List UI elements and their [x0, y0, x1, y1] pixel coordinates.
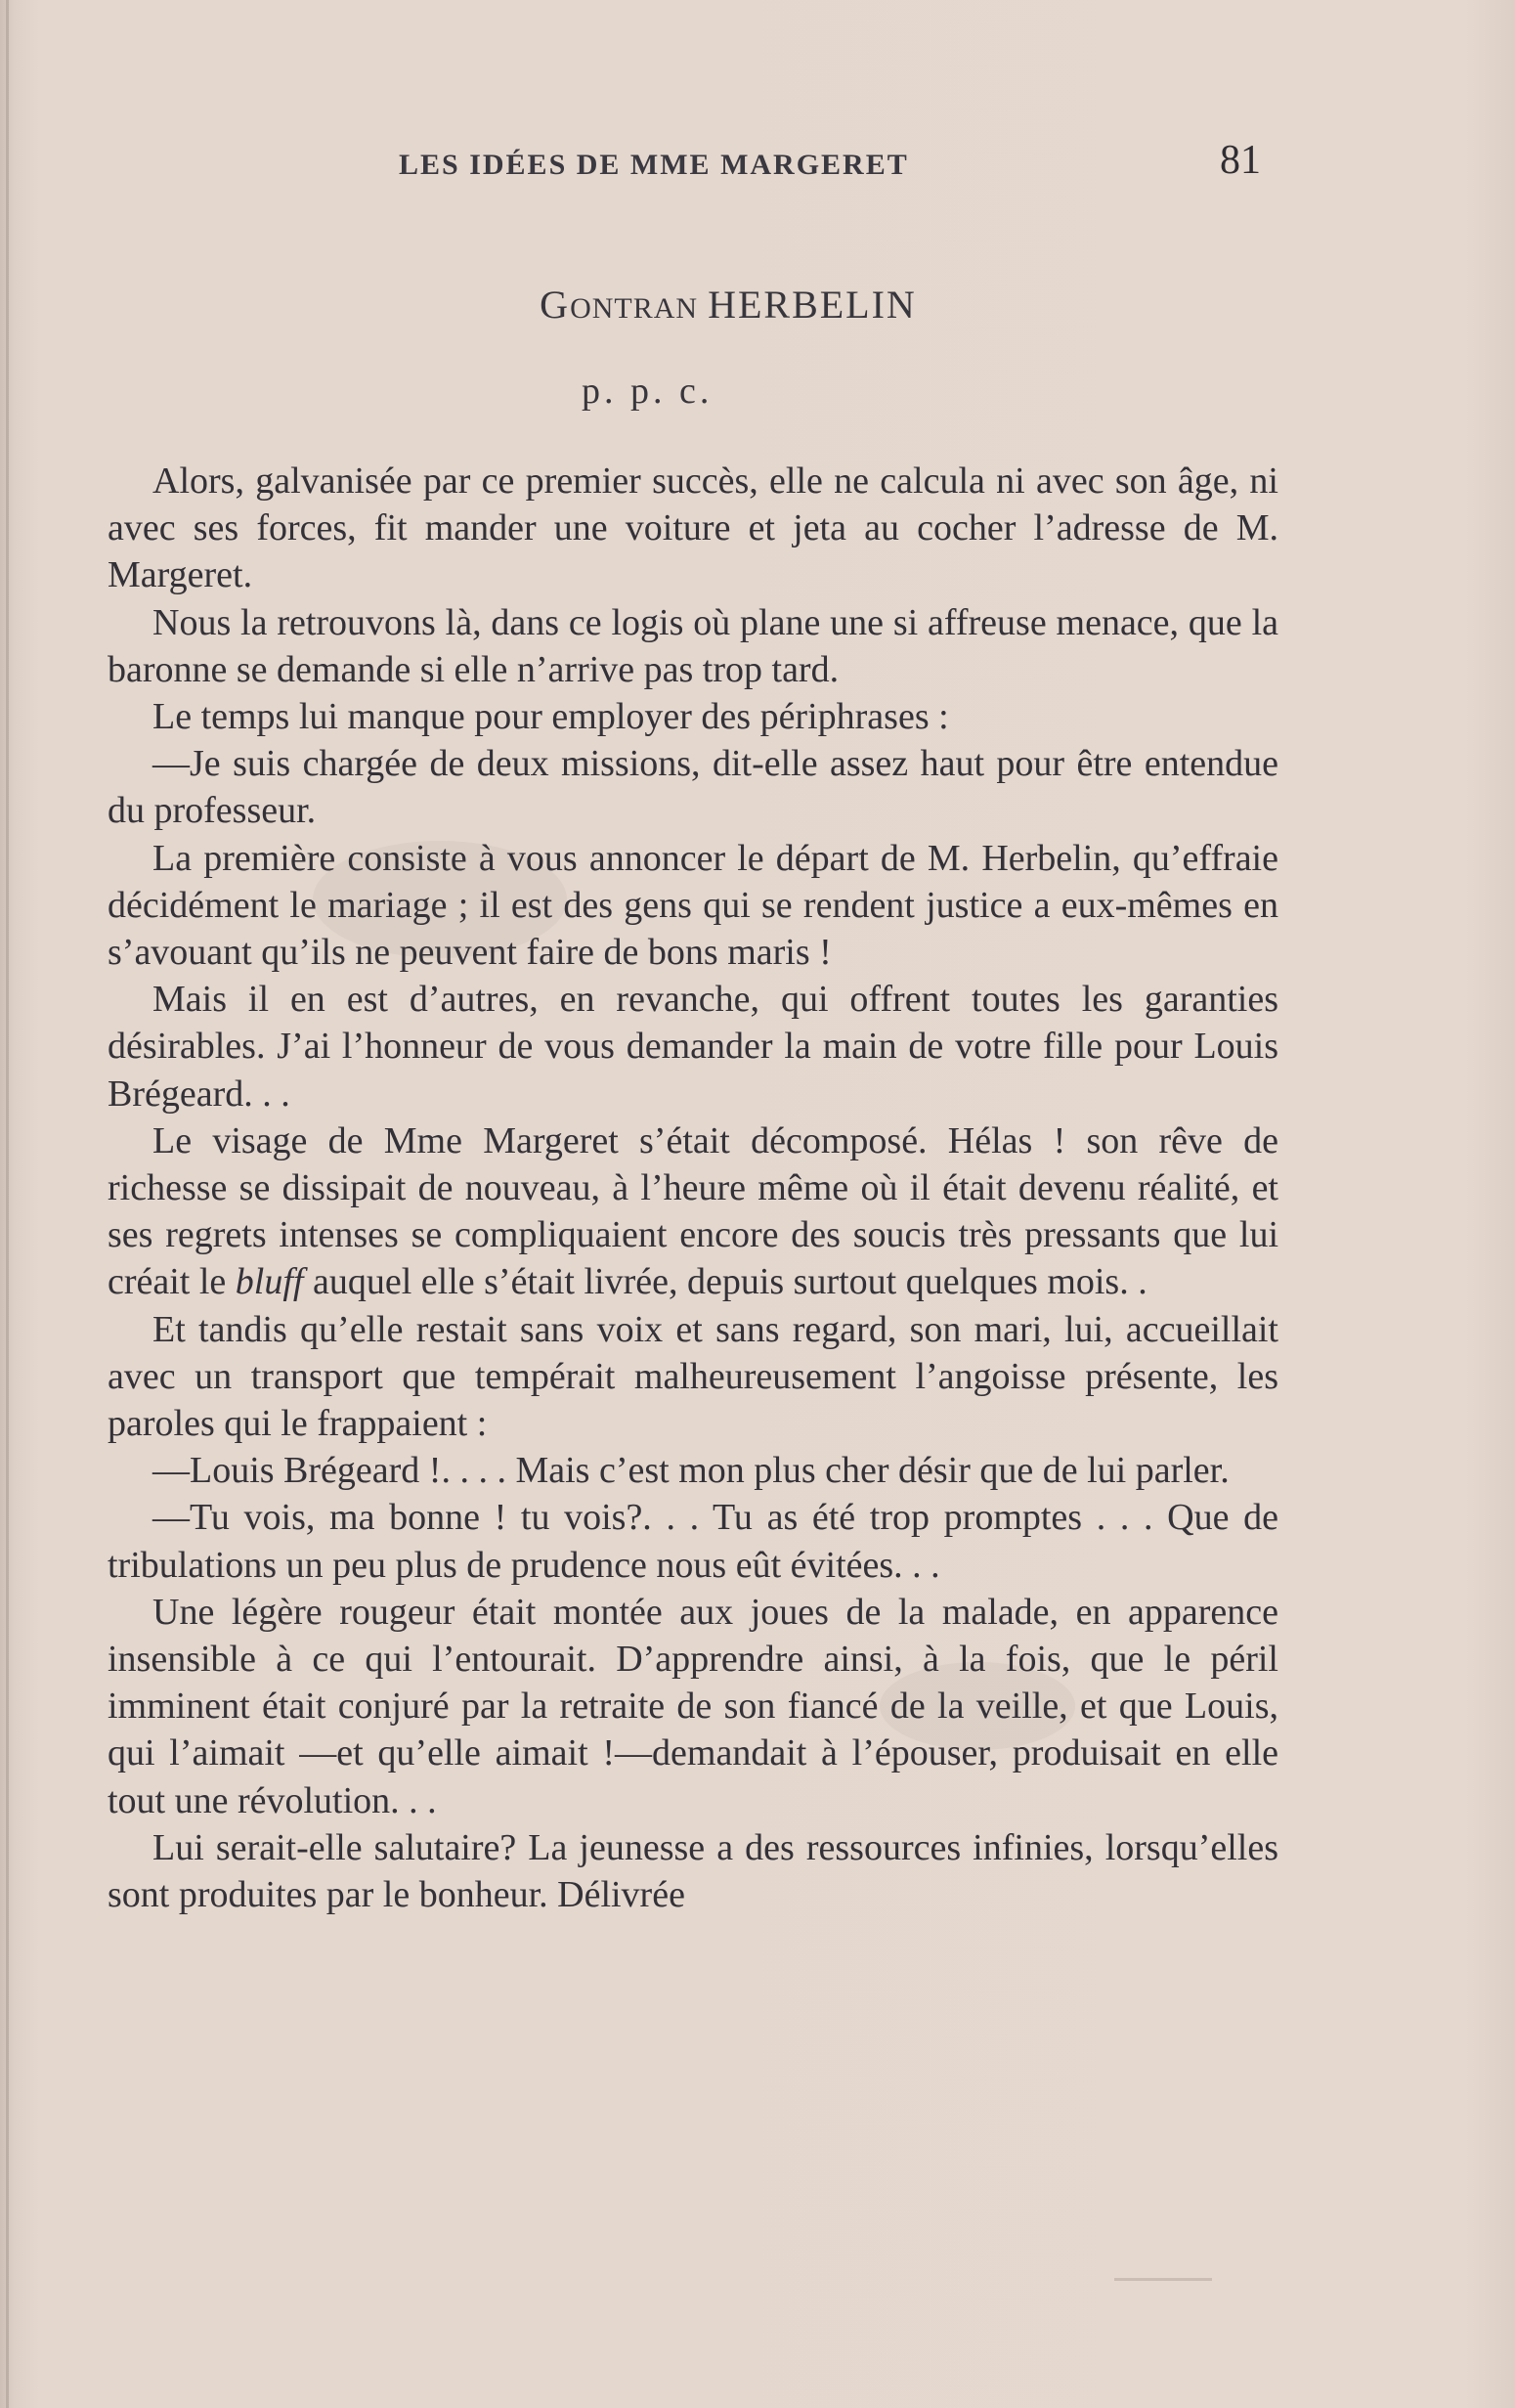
paragraph: —Louis Brégeard !. . . . Mais c’est mon plus cher désir que de lui parler.: [152, 1450, 1230, 1492]
paragraph-part: auquel elle s’était livrée, depuis surtout quelques mois. .: [312, 1261, 1147, 1303]
paragraph: Le temps lui manque pour employer des périphrases :: [152, 696, 949, 738]
page-edge-shadow: [6, 0, 9, 2408]
paragraph: Lui serait-elle salutaire? La jeunesse a des ressources infinies, lorsqu’elles sont produites par le bonheur. Délivrée: [108, 1826, 1278, 1916]
name-first-initial: G: [540, 283, 571, 327]
page-mark: [1114, 2278, 1212, 2281]
paragraph: —Tu vois, ma bonne ! tu vois?. . . Tu as été trop promptes . . . Que de tribulations un peu plus de prudence nous eût évitées. . .: [108, 1497, 1278, 1586]
running-title: LES IDÉES DE MME MARGERET: [399, 149, 909, 181]
paragraph: Mais il en est d’autres, en revanche, qui offrent toutes les garanties désirables. J’ai l’honneur de vous demander la main de votre fille pour Louis Brégeard. . .: [108, 979, 1278, 1115]
body-text: [108, 458, 1278, 1918]
paragraph-with-italic: [108, 1117, 1278, 1306]
visiting-card-ppc: p. p. c.: [582, 371, 714, 412]
paragraph: Et tandis qu’elle restait sans voix et sans regard, son mari, lui, accueillait avec un transport que tempérait malheureusement l’angoisse présente, les paroles qui le frappaient :: [108, 1308, 1278, 1445]
name-last: HERBELIN: [708, 283, 917, 327]
page-number: 81: [1220, 138, 1261, 183]
paragraph: La première consiste à vous annoncer le départ de M. Herbelin, qu’effraie décidément le mariage ; il est des gens qui se rendent justice a eux-mêmes en s’avouant qu’ils ne peuvent faire de bons maris !: [108, 837, 1278, 974]
paragraph: Nous la retrouvons là, dans ce logis où plane une si affreuse menace, que la baronne se demande si elle n’arrive pas trop tard.: [108, 601, 1278, 690]
paragraph-part: Le visage de Mme Margeret s’était décomposé. Hélas ! son rêve de richesse se dissipait de nouveau, à l’heure même où il était devenu réalité, et ses regrets intenses se compliquaient encore des soucis très pressants que lui créait le: [108, 1119, 1278, 1303]
paragraph: —Je suis chargée de deux missions, dit-elle assez haut pour être entendue du professeur.: [108, 743, 1278, 832]
paragraph: Une légère rougeur était montée aux joues de la malade, en apparence insensible à ce qui l’entourait. D’apprendre ainsi, à la fois, que le péril imminent était conjuré par la retraite de son fiancé de la veille, et que Louis, qui l’aimait —et qu’elle aimait !—demandait à l’épouser, produisait en elle tout une révolution. . .: [108, 1591, 1278, 1821]
paragraph: Alors, galvanisée par ce premier succès, elle ne calcula ni avec son âge, ni avec ses forces, fit mander une voiture et jeta au cocher l’adresse de M. Margeret.: [108, 460, 1278, 596]
italic-word: bluff: [235, 1261, 304, 1303]
name-first-rest: ONTRAN: [570, 292, 699, 325]
visiting-card-name: [484, 282, 973, 328]
